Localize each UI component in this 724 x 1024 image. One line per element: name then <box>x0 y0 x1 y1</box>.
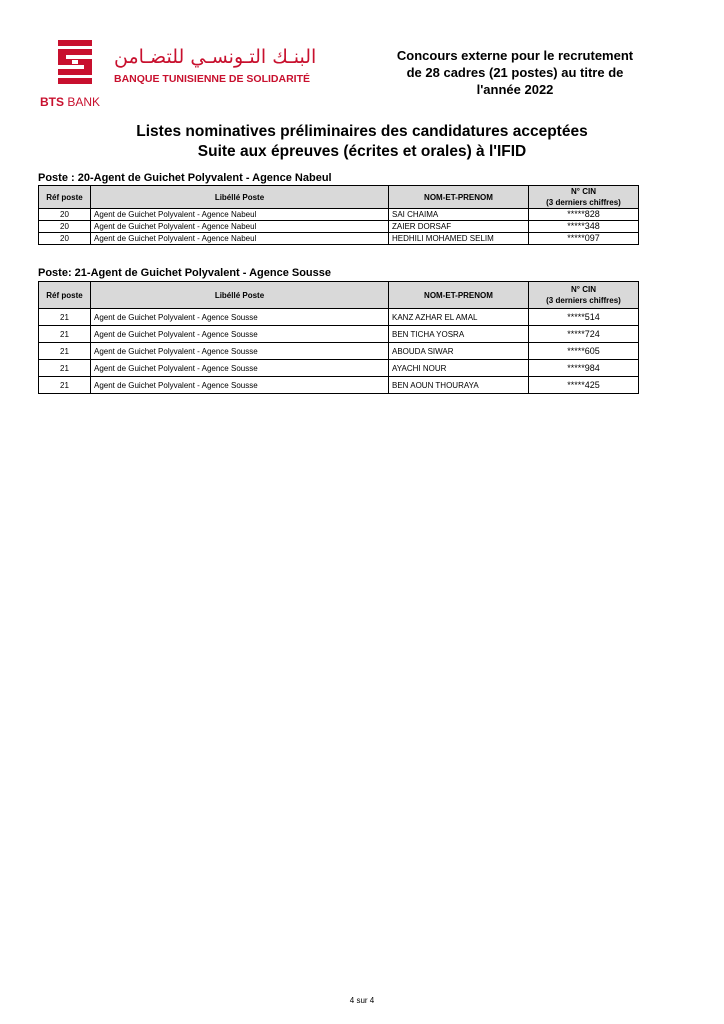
concours-line: Concours externe pour le recrutement <box>396 48 634 63</box>
section-title-nabeul: Poste : 20-Agent de Guichet Polyvalent - Agence Nabeul <box>38 172 332 184</box>
col-ref-header: Réf poste <box>39 282 91 309</box>
table-row <box>39 209 639 221</box>
table-sousse <box>38 281 639 394</box>
title-line-2: Suite aux épreuves (écrites et orales) à l'IFID <box>197 143 527 160</box>
table-row <box>39 343 639 360</box>
bts-logo-icon <box>52 40 98 86</box>
table-nabeul <box>38 185 639 245</box>
col-ref-header: Réf poste <box>39 186 91 209</box>
cell-ref: 21 <box>39 360 91 377</box>
cell-cin: *****828 <box>529 209 639 221</box>
cell-libelle: Agent de Guichet Polyvalent - Agence Nabeul <box>91 233 389 245</box>
table-row <box>39 360 639 377</box>
cin-header-line2: (3 derniers chiffres) <box>546 296 621 305</box>
cell-cin: *****348 <box>529 221 639 233</box>
col-nom-header: NOM-ET-PRENOM <box>389 186 529 209</box>
cell-ref: 21 <box>39 343 91 360</box>
table-row <box>39 233 639 245</box>
cell-nom: KANZ AZHAR EL AMAL <box>389 309 529 326</box>
cell-libelle: Agent de Guichet Polyvalent - Agence Sousse <box>91 343 389 360</box>
cell-cin: *****425 <box>529 377 639 394</box>
table-header-row <box>39 186 639 209</box>
logo-arabic-text: البنـك التـونسـي للتضـامن <box>114 46 317 68</box>
cell-cin: *****984 <box>529 360 639 377</box>
logo-bts-bank <box>40 95 100 109</box>
section-title-sousse: Poste: 21-Agent de Guichet Polyvalent - Agence Sousse <box>38 267 331 279</box>
table-row <box>39 377 639 394</box>
col-libelle-header: Libéllé Poste <box>91 186 389 209</box>
cell-nom: ZAIER DORSAF <box>389 221 529 233</box>
cell-ref: 20 <box>39 233 91 245</box>
col-cin-header <box>529 282 639 309</box>
cell-libelle: Agent de Guichet Polyvalent - Agence Sousse <box>91 360 389 377</box>
table-row <box>39 326 639 343</box>
cell-ref: 21 <box>39 377 91 394</box>
table-header-row <box>39 282 639 309</box>
bank-logo <box>40 40 340 112</box>
logo-bts-rest: BANK <box>64 95 101 109</box>
col-nom-header: NOM-ET-PRENOM <box>389 282 529 309</box>
cell-nom: HEDHILI MOHAMED SELIM <box>389 233 529 245</box>
concours-line: de 28 cadres (21 postes) au titre de <box>406 65 624 80</box>
cell-ref: 20 <box>39 209 91 221</box>
cell-nom: BEN AOUN THOURAYA <box>389 377 529 394</box>
cell-cin: *****605 <box>529 343 639 360</box>
cell-libelle: Agent de Guichet Polyvalent - Agence Sousse <box>91 309 389 326</box>
cell-libelle: Agent de Guichet Polyvalent - Agence Nabeul <box>91 209 389 221</box>
cell-nom: BEN TICHA YOSRA <box>389 326 529 343</box>
table-row <box>39 221 639 233</box>
cell-cin: *****097 <box>529 233 639 245</box>
cell-ref: 20 <box>39 221 91 233</box>
page-title <box>0 122 724 162</box>
cell-libelle: Agent de Guichet Polyvalent - Agence Sousse <box>91 326 389 343</box>
cell-nom: AYACHI NOUR <box>389 360 529 377</box>
page-number: 4 sur 4 <box>349 996 375 1005</box>
cell-cin: *****514 <box>529 309 639 326</box>
col-libelle-header: Libéllé Poste <box>91 282 389 309</box>
cell-cin: *****724 <box>529 326 639 343</box>
concours-heading <box>380 47 650 98</box>
cell-ref: 21 <box>39 326 91 343</box>
cin-header-line1: N° CIN <box>571 285 596 294</box>
title-line-1: Listes nominatives préliminaires des candidatures acceptées <box>136 123 588 140</box>
cin-header-line1: N° CIN <box>571 187 596 196</box>
cell-ref: 21 <box>39 309 91 326</box>
cell-nom: ABOUDA SIWAR <box>389 343 529 360</box>
logo-bts-bold: BTS <box>40 95 64 109</box>
col-cin-header <box>529 186 639 209</box>
cell-nom: SAI CHAIMA <box>389 209 529 221</box>
table-row <box>39 309 639 326</box>
logo-french-text: BANQUE TUNISIENNE DE SOLIDARITÉ <box>114 73 311 85</box>
cin-header-line2: (3 derniers chiffres) <box>546 198 621 207</box>
cell-libelle: Agent de Guichet Polyvalent - Agence Sousse <box>91 377 389 394</box>
cell-libelle: Agent de Guichet Polyvalent - Agence Nabeul <box>91 221 389 233</box>
concours-line: l'année 2022 <box>476 82 554 97</box>
